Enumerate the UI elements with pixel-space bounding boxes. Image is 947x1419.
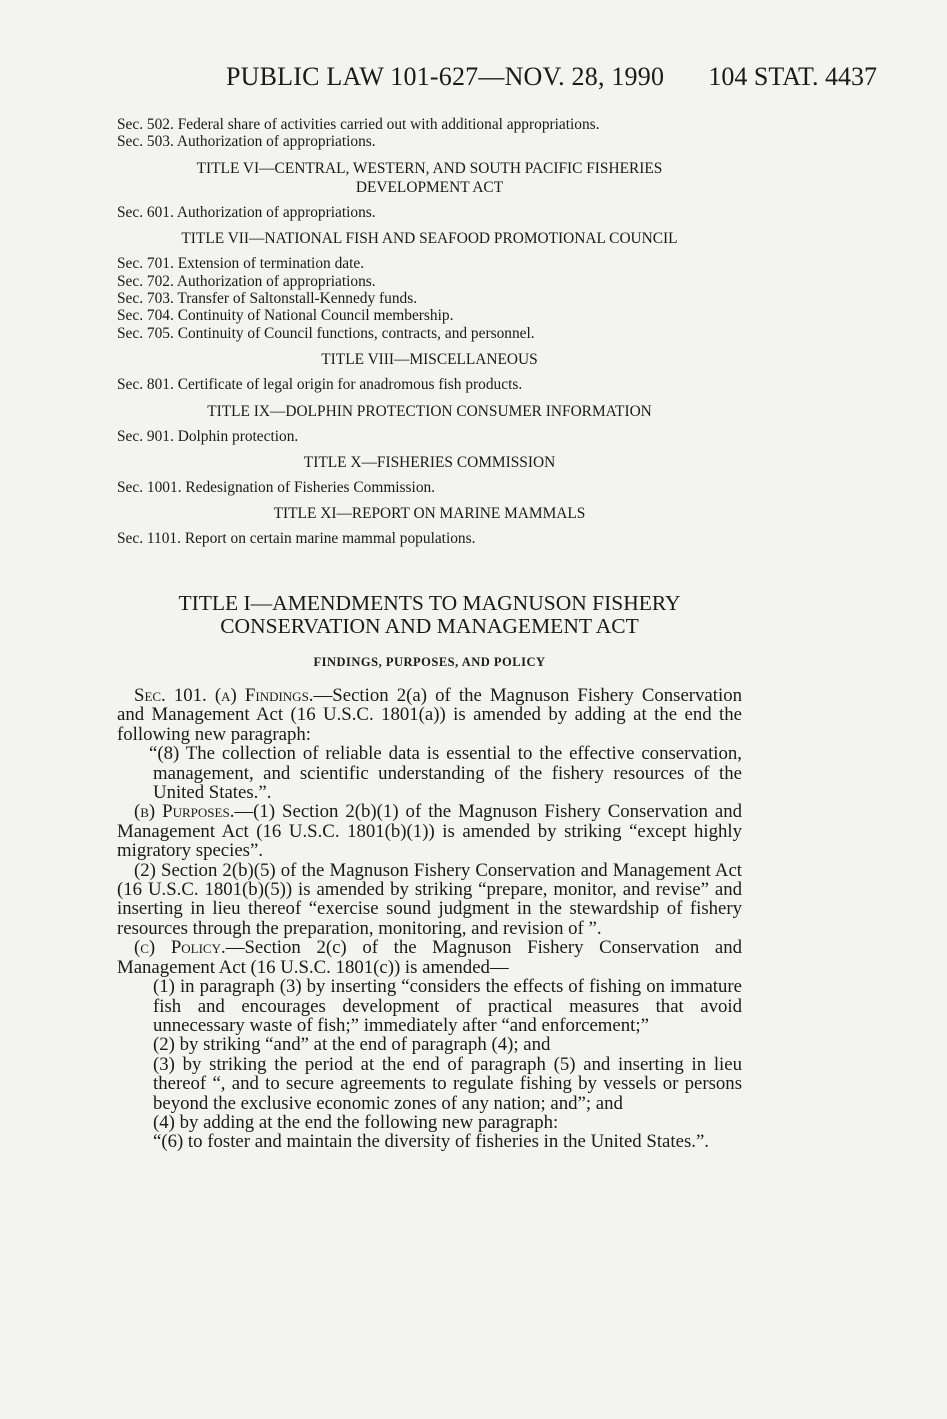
toc-section-entry: Sec. 702. Authorization of appropriations.: [117, 272, 376, 290]
title-heading-line: TITLE I—AMENDMENTS TO MAGNUSON FISHERY: [178, 591, 681, 615]
toc-title-heading: [117, 159, 742, 197]
toc-section-entry: Sec. 503. Authorization of appropriations.: [117, 133, 376, 151]
subsection-label: (b) Purposes.: [134, 801, 235, 823]
toc-title-line: TITLE VI—CENTRAL, WESTERN, AND SOUTH PACIFIC FISHERIES: [196, 159, 663, 177]
toc-title-heading: TITLE VII—NATIONAL FISH AND SEAFOOD PROMOTIONAL COUNCIL: [181, 230, 678, 248]
toc-section-entry: Sec. 703. Transfer of Saltonstall-Kennedy funds.: [117, 290, 418, 308]
policy-item: (3) by striking the period at the end of paragraph (5) and inserting in lieu thereof “, and to secure agreements to regulate fishing by vessels or persons beyond the exclusive economic zones of any nation; and”; and: [153, 1053, 742, 1114]
toc-section-entry: Sec. 705. Continuity of Council functions, contracts, and personnel.: [117, 324, 535, 342]
page-header: [0, 62, 947, 96]
quoted-text: “(8) The collection of reliable data is essential to the effective conservation, management, and scientific understanding of the fishery resources of the United States.”.: [149, 743, 742, 804]
toc-section-entry: Sec. 1001. Redesignation of Fisheries Commission.: [117, 479, 436, 497]
toc-title-heading: TITLE X—FISHERIES COMMISSION: [303, 454, 556, 472]
subsection-label: (c) Policy.: [134, 937, 226, 959]
section-body: [117, 686, 742, 1152]
toc-section-entry: Sec. 901. Dolphin protection.: [117, 427, 299, 445]
toc-title-line: DEVELOPMENT ACT: [355, 178, 504, 196]
paragraph-text: —Section 2(a) of the Magnuson Fishery Conservation and Management Act (16 U.S.C. 1801(a)) is amended by adding at the end the following new paragraph:: [117, 685, 742, 745]
title-heading-line: CONSERVATION AND MANAGEMENT ACT: [220, 614, 639, 638]
policy-item: (4) by adding at the end the following new paragraph:: [153, 1111, 559, 1133]
toc-title-heading: TITLE IX—DOLPHIN PROTECTION CONSUMER INFORMATION: [207, 402, 652, 420]
policy-item: (1) in paragraph (3) by inserting “considers the effects of fishing on immature fish and encourages development of practical measures that avoid unnecessary waste of fish;” immediately after “and enforcement;”: [153, 976, 742, 1036]
toc-section-entry: Sec. 601. Authorization of appropriations.: [117, 203, 376, 221]
paragraph-text: —Section 2(c) of the Magnuson Fishery Conservation and Management Act (16 U.S.C. 1801(c)) is amended—: [117, 937, 743, 978]
toc-section-entry: Sec. 502. Federal share of activities carried out with additional appropriations.: [117, 116, 600, 133]
toc-title-heading: TITLE VIII—MISCELLANEOUS: [321, 351, 538, 369]
section-label: Sec. 101.: [134, 685, 207, 706]
paragraph-policy: [117, 938, 742, 977]
toc-section-entry: Sec. 801. Certificate of legal origin for anadromous fish products.: [117, 376, 523, 394]
paragraph-findings: [117, 686, 742, 744]
section-subheading: FINDINGS, PURPOSES, AND POLICY: [313, 655, 546, 669]
quoted-paragraph: “(6) to foster and maintain the diversity of fisheries in the United States.”.: [153, 1131, 709, 1153]
toc-section-entry: Sec. 701. Extension of termination date.: [117, 255, 365, 273]
paragraph-purposes: [117, 802, 742, 860]
toc-title-heading: TITLE XI—REPORT ON MARINE MAMMALS: [273, 505, 586, 523]
statute-page-number: 104 STAT. 4437: [708, 62, 877, 91]
running-head-title: PUBLIC LAW 101-627—NOV. 28, 1990: [226, 62, 665, 91]
toc-section-entry: Sec. 704. Continuity of National Council membership.: [117, 307, 454, 325]
paragraph-purposes-2: (2) Section 2(b)(5) of the Magnuson Fishery Conservation and Management Act (16 U.S.C. 1801(b)(5)) is amended by striking “prepare, monitor, and revise” and inserting in lieu thereof “exercise sound judgment in the stewardship of fishery resources through the preparation, monitoring, and revision of ”.: [117, 859, 742, 939]
subsection-label: (a) Findings.: [214, 685, 314, 706]
toc-section-entry: Sec. 1101. Report on certain marine mammal populations.: [117, 530, 476, 548]
policy-item: (2) by striking “and” at the end of paragraph (4); and: [153, 1034, 551, 1056]
quoted-paragraph: [117, 744, 742, 802]
table-of-contents: [117, 116, 742, 548]
title-heading: [117, 592, 742, 638]
paragraph-text: —(1) Section 2(b)(1) of the Magnuson Fishery Conservation and Management Act (16 U.S.C. 1801(b)(1)) is amended by striking “except highly migratory species”.: [117, 801, 742, 862]
